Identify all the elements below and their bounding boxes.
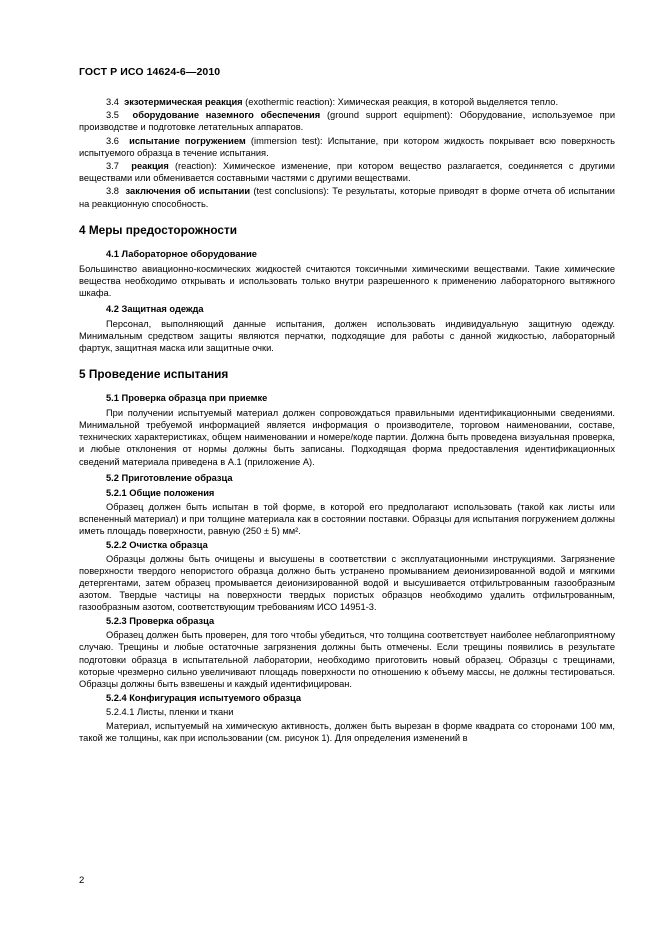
section-5-2-title: 5.2 Приготовление образца [106, 472, 233, 483]
section-5-2-3-title: 5.2.3 Проверка образца [106, 616, 215, 627]
section-4-1-title: 4.1 Лабораторное оборудование [106, 248, 257, 259]
section-5-2-4-1-title: 5.2.4.1 Листы, пленки и ткани [106, 706, 234, 717]
section-5-title: 5 Проведение испытания [79, 367, 229, 382]
document-header: ГОСТ Р ИСО 14624-6—2010 [79, 66, 221, 78]
section-5-1-text: При получении испытуемый материал должен сопровождаться правильными идентификационными сведениями. Минимальной требуемой информацией является информация о производителе, торговом наименовании, составе, технических характеристиках, общем наименовании и номере/коде партии. Должна быть проведена визуальная проверка, и любые отклонения от нормы должны быть записаны. Подходящая форма предоставления идентификационных сведений материала приведена в А.1 (приложение А). [79, 408, 615, 467]
section-5-2-1-title: 5.2.1 Общие положения [106, 487, 215, 498]
section-5-2-2-text: Образцы должны быть очищены и высушены в соответствии с эксплуатационными инструкциями. Загрязнение поверхности твердого непористого образца должно быть устранено промыванием деионизированной водой и мягкими детергентами, затем образец промывается деионизированной водой и высушивается отфильтрованным газообразным азотом. Твердые частицы на поверхности твердых пористых образцов необходимо удалить отфильтрованным, газообразным азотом, соответствующим требованиям ИСО 14951-3. [79, 553, 615, 613]
section-4-2-text: Персонал, выполняющий данные испытания, должен использовать индивидуальную защитную одежду. Минимальным средством защиты являются перчатки, подходящие для работы с данной жидкостью, лабораторный фартук, защитная маска или защитные очки. [79, 318, 615, 354]
definition-3-4: 3.4 экзотермическая реакция (exothermic reaction): Химическая реакция, в которой выделяется тепло. [106, 97, 559, 107]
section-4-1-text: Большинство авиационно-космических жидкостей считаются токсичными химическими веществами. Такие химические вещества необходимо открывать и использовать только внутри разрешенного к применению лабораторного вытяжного шкафа. [79, 263, 615, 298]
section-5-2-1-text: Образец должен быть испытан в той форме, в которой его предполагают использовать (такой как листы или вспененный материал) и при толщине материала как в состоянии поставки. Образцы для испытания погружением должны иметь площадь поверхности, равную (250 ± 5) мм². [79, 501, 615, 536]
definition-3-5: 3.5 оборудование наземного обеспечения (ground support equipment): Оборудование, используемое при производстве и подготовке летательных аппаратов. [79, 110, 616, 133]
term: оборудование наземного обеспечения [132, 110, 321, 121]
document-body [79, 96, 615, 745]
section-5-2-2-title: 5.2.2 Очистка образца [106, 539, 208, 550]
term: заключения об испытании [125, 186, 251, 197]
definition-3-7: 3.7 реакция (reaction): Химическое изменение, при котором вещество разлагается, соединяется с другими веществами или обменивается составными частями с другими веществами. [79, 161, 615, 184]
section-5-2-4-title: 5.2.4 Конфигурация испытуемого образца [106, 692, 302, 703]
page-number: 2 [79, 875, 85, 886]
section-4-2-title: 4.2 Защитная одежда [106, 303, 204, 314]
section-5-2-3-text: Образец должен быть проверен, для того чтобы убедиться, что толщина соответствует наиболее неблагоприятному случаю. Трещины и любые остаточные загрязнения должны быть отмечены. Если трещины появились в результате подготовки образца в испытательной лаборатории, необходимо приготовить новый образец. Образцы с трещинами, которые чрезмерно сильно увеличивают площадь поверхности по отношению к объему массы, не должны тестироваться. Образцы должны быть взвешены и каждый идентифицирован. [79, 630, 615, 689]
section-5-2-4-1-text: Материал, испытуемый на химическую активность, должен быть вырезан в форме квадрата со сторонами 100 мм, такой же толщины, как при использовании (см. рисунок 1). Для определения изменений в [79, 720, 615, 743]
section-5-1-title: 5.1 Проверка образца при приемке [106, 393, 268, 404]
term: реакция [131, 161, 169, 172]
term: испытание погружением [129, 135, 246, 146]
term: экзотермическая реакция [124, 97, 243, 107]
section-4-title: 4 Меры предосторожности [79, 222, 237, 237]
definition-3-6: 3.6 испытание погружением (immersion test): Испытание, при котором жидкость покрывает всю поверхность испытуемого образца в течение испытания. [79, 135, 615, 158]
definition-3-8: 3.8 заключения об испытании (test conclusions): Те результаты, которые приводят в форме отчета об испытании на реакционную способность. [79, 186, 615, 209]
